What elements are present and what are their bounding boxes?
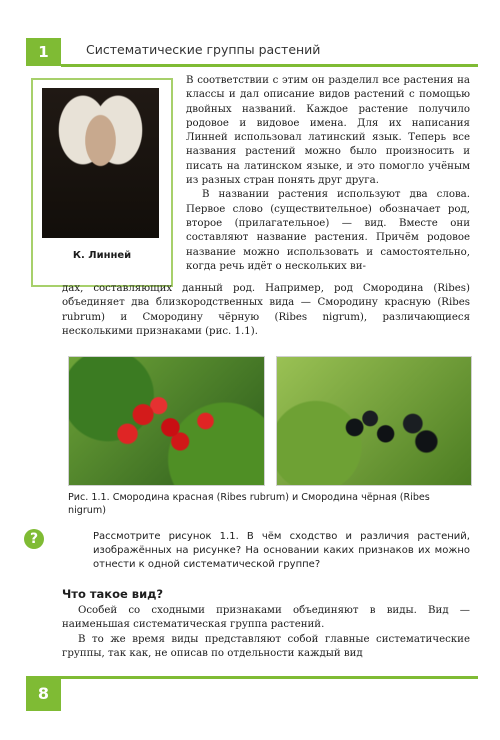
footer-divider (61, 676, 478, 679)
page-header-title: Систематические группы растений (86, 42, 321, 57)
page-number: 8 (26, 676, 61, 711)
header-divider (61, 64, 478, 67)
paragraph-linnaeus-classes: В соответствии с этим он разделил все растения на классы и дал описание видов растений с помощью двойных названий. Каждое растение получило родовое и видовое имена. Для их написания Линней использовал латинский язык. Теперь все названия растений можно было произносить и писать на латинском языке, и это помогло учёным из разных стран понять друг друга. (186, 75, 470, 187)
paragraph-species-importance: В то же время виды представляют собой главные систематические группы, так как, не описав по отдельности каждый вид (62, 633, 470, 659)
main-text-column (186, 74, 470, 274)
figure-caption: Рис. 1.1. Смородина красная (Ribes rubrum) и Смородина чёрная (Ribes nigrum) (68, 492, 430, 516)
chapter-number-badge: 1 (26, 38, 61, 66)
portrait-caption: К. Линней (72, 250, 132, 261)
paragraph-two-words: В названии растения используют два слова. Первое слово (существительное) обозначает род, второе (прилагательное) — вид. Вместе они составляют название растения. Причём родовое название можно использовать и самостоятельно, когда речь идёт о нескольких ви- (186, 189, 470, 272)
paragraph-ribes-example: дах, составляющих данный род. Например, род Смородина (Ribes) объединяет два близкородственных вида — Смородину красную (Ribes rubrum) и Смородину чёрную (Ribes nigrum), различающиеся несколькими признаками (рис. 1.1). (62, 283, 470, 337)
black-currant-photo (276, 356, 472, 486)
full-width-text (62, 282, 470, 339)
portrait-frame (31, 78, 173, 287)
section-heading: Что такое вид? (62, 587, 164, 601)
red-currant-photo (68, 356, 265, 486)
linnaeus-portrait-image (42, 88, 159, 238)
paragraph-species-definition: Особей со сходными признаками объединяют в виды. Вид — наименьшая систематическая группа растений. (62, 605, 470, 631)
section-text (62, 604, 470, 661)
question-text: Рассмотрите рисунок 1.1. В чём сходство и различия растений, изображённых на рисунке? На основании каких признаков их можно отнести к одной систематической группе? (93, 531, 470, 570)
question-icon: ? (24, 529, 44, 549)
